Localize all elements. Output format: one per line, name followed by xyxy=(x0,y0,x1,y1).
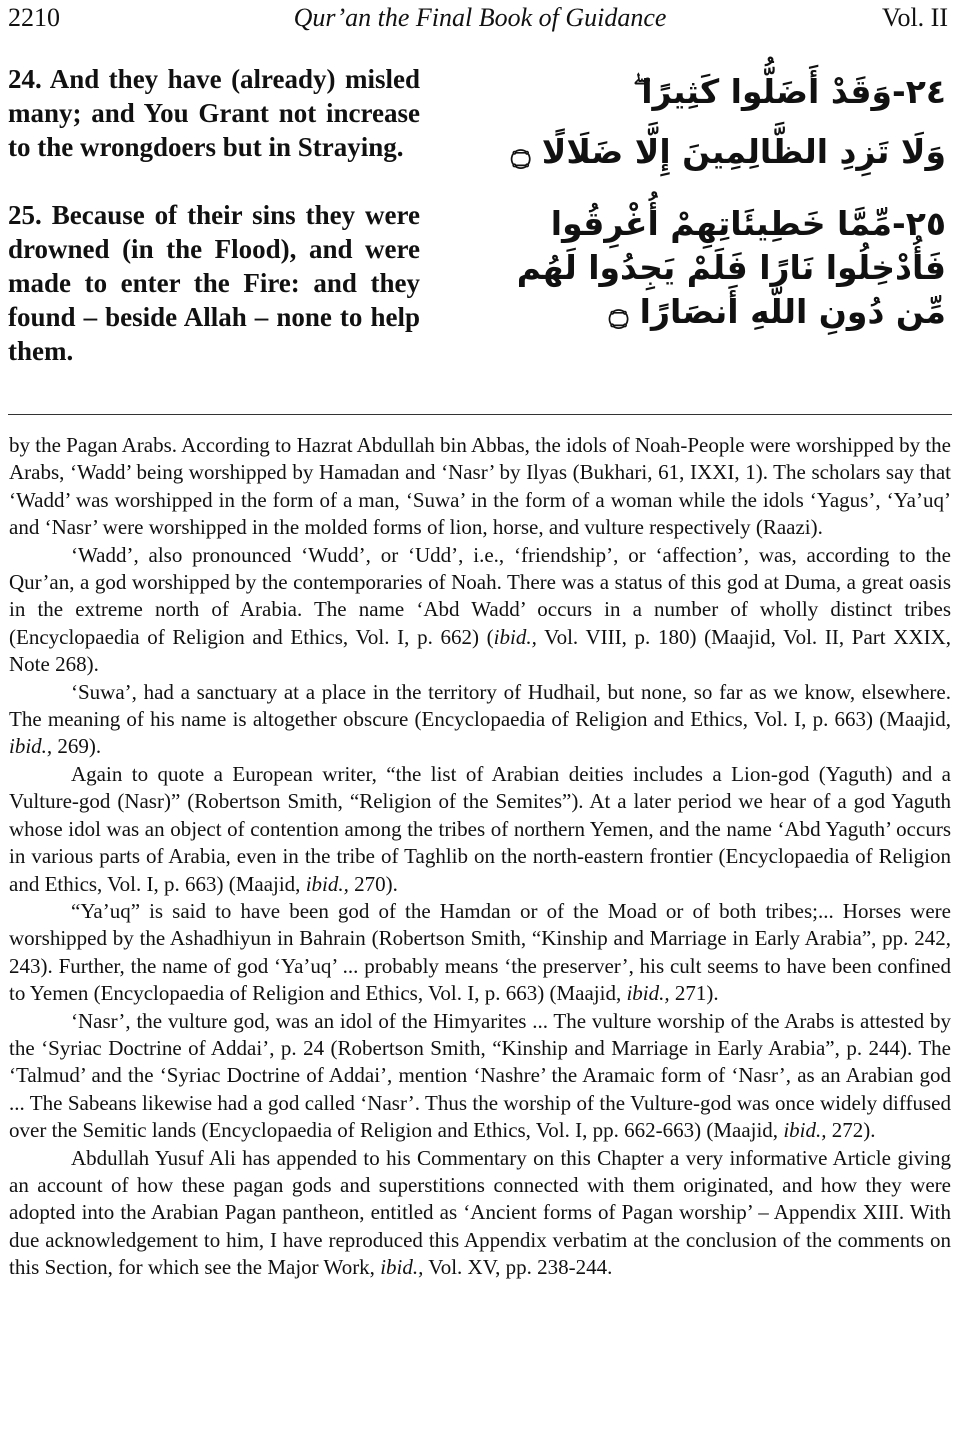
verse-24-arabic xyxy=(486,62,946,182)
arabic-line: ٢٥-مِّمَّا خَطِيئَاتِهِمْ أُغْرِقُوا xyxy=(550,204,946,243)
commentary-paragraph: “Ya’uq” is said to have been god of the Hamdan or of the Moad or of both tribes;... Horses were worshipped by the Ashadhiyun in Bahrain (Robertson Smith, “Kinship and Marriage in Early Arabia”, pp. 242, 243). Further, the name of god ‘Ya’uq’ ... probably means ‘the preserver’, his cult seems to have been confined to Yemen (Encyclopaedia of Religion and Ethics, Vol. I, p. 663) (Maajid, ibid., 271). xyxy=(9,898,951,1006)
arabic-line: ٢٤-وَقَدْ أَضَلُّوا كَثِيرًا ۖ xyxy=(632,72,946,111)
verse-25-arabic xyxy=(486,202,946,334)
book-title: Qur’an the Final Book of Guidance xyxy=(293,3,667,32)
commentary-body xyxy=(9,432,951,1282)
commentary-paragraph: ‘Nasr’, the vulture god, was an idol of the Himyarites ... The vulture worship of the Arabs is attested by the ‘Syriac Doctrine of Addai’, p. 24 (Robertson Smith, “Kinship and Marriage in Early Arabia”, p. 244). The ‘Talmud’ and the ‘Syriac Doctrine of Addai’, mention ‘Nashre’ the Aramaic form of ‘Nasr’, as an Arabian god ... The Sabeans likewise had a god called ‘Nasr’. Thus the worship of the Vulture-god was once widely diffused over the Semitic lands (Encyclopaedia of Religion and Ethics, Vol. I, pp. 662-663) (Maajid, ibid., 272). xyxy=(9,1008,951,1143)
commentary-paragraph: Abdullah Yusuf Ali has appended to his Commentary on this Chapter a very informative Article giving an account of how these pagan gods and superstitions connected with them originated, and how they were adopted into the Arabian Pagan pantheon, entitled as ‘Ancient forms of Pagan worship’ – Appendix XIII. With due acknowledgement to him, I have reproduced this Appendix verbatim at the conclusion of the comments on this Section, for which see the Major Work, ibid., Vol. XV, pp. 238-244. xyxy=(9,1145,951,1280)
verse-25 xyxy=(8,198,952,368)
arabic-line: وَلَا تَزِدِ الظَّالِمِينَ إِلَّا ضَلَالًا ۝ xyxy=(510,132,946,171)
commentary-paragraph: by the Pagan Arabs. According to Hazrat Abdullah bin Abbas, the idols of Noah-People were worshipped by the Arabs, ‘Wadd’ being worshipped by Hamadan and ‘Nasr’ by Ilyas (Bukhari, 61, IXXI, 1). The scholars say that ‘Wadd’ was worshipped in the form of a man, ‘Suwa’ in the form of a woman while the idols ‘Yagus’, ‘Ya’uq’ and ‘Nasr’ were worshipped in the molded forms of lion, horse, and vulture respectively (Raazi). xyxy=(9,433,951,540)
commentary-paragraph: ‘Suwa’, had a sanctuary at a place in the territory of Hudhail, but none, so far as we know, elsewhere. The meaning of his name is altogether obscure (Encyclopaedia of Religion and Ethics, Vol. I, p. 663) (Maajid, ibid., 269). xyxy=(9,679,951,759)
page-number: 2210 xyxy=(8,3,60,32)
volume-label: Vol. II xyxy=(882,3,948,32)
commentary-paragraph: ‘Wadd’, also pronounced ‘Wudd’, or ‘Udd’, i.e., ‘friendship’, or ‘affection’, was, according to the Qur’an, a god worshipped by the contemporaries of Noah. There was a status of this god at Duma, a great oasis in the extreme north of Arabia. The name ‘Abd Wadd’ occurs in a number of wholly distinct tribes (Encyclopaedia of Religion and Ethics, Vol. I, p. 662) (ibid., Vol. VIII, p. 180) (Maajid, Vol. II, Part XXIX, Note 268). xyxy=(9,542,951,677)
arabic-line: فَأُدْخِلُوا نَارًا فَلَمْ يَجِدُوا لَهُم xyxy=(516,248,946,287)
verse-24 xyxy=(8,62,952,171)
verse-25-translation: 25. Because of their sins they were drowned (in the Flood), and were made to enter the Fire: and they found – beside Allah – none to help them. xyxy=(8,200,420,366)
verse-section xyxy=(8,62,952,368)
page-header xyxy=(8,0,952,36)
arabic-line: مِّن دُونِ اللَّهِ أَنصَارًا ۝ xyxy=(608,292,946,331)
verse-24-translation: 24. And they have (already) misled many; and You Grant not increase to the wrongdoers but in Straying. xyxy=(8,64,420,162)
section-divider xyxy=(8,414,952,415)
commentary-paragraph: Again to quote a European writer, “the list of Arabian deities includes a Lion-god (Yaguth) and a Vulture-god (Nasr)” (Robertson Smith, “Religion of the Semites”). At a later period we hear of a god Yaguth whose idol was an object of contention among the tribes of northern Yemen, and the name ‘Abd Yaguth’ occurs in various parts of Arabia, even in the tribe of Taghlib on the north-eastern frontier (Encyclopaedia of Religion and Ethics, Vol. I, p. 663) (Maajid, ibid., 270). xyxy=(9,761,951,896)
